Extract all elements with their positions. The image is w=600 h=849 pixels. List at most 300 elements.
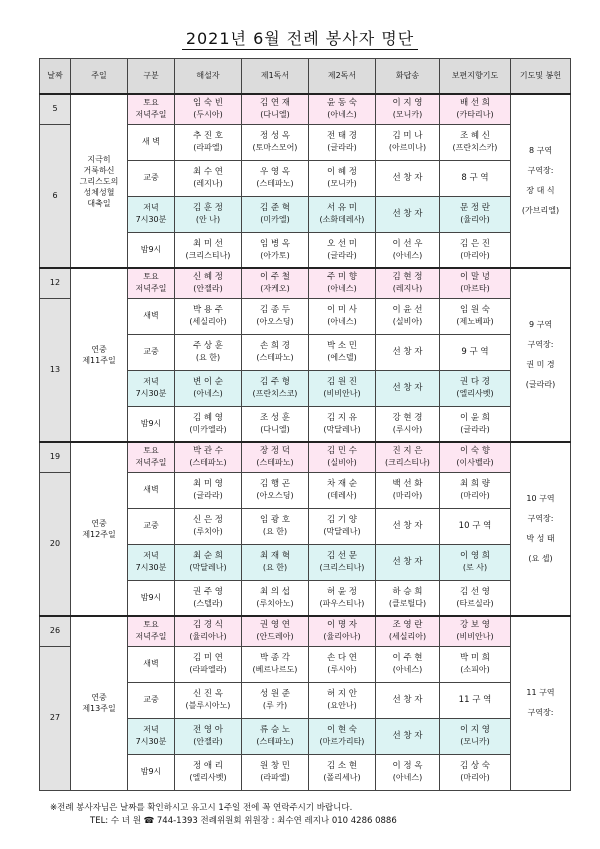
volunteer-baptismal-name: (파우스티나) bbox=[319, 598, 365, 608]
volunteer-cell bbox=[440, 646, 511, 682]
saturday-date: 19 bbox=[40, 442, 71, 472]
volunteer-baptismal-name: (마리아) bbox=[460, 250, 490, 260]
occasion-cell bbox=[71, 442, 128, 616]
volunteer-baptismal-name: (아가토) bbox=[260, 250, 290, 260]
volunteer-cell bbox=[242, 94, 309, 124]
volunteer-name: 권 주 영 bbox=[192, 586, 224, 597]
volunteer-name: 손 희 경 bbox=[259, 341, 291, 351]
slot-label: 밤9시 bbox=[140, 592, 162, 602]
volunteer-name: 박 용 주 bbox=[192, 305, 224, 315]
volunteer-name: 최 순 희 bbox=[192, 551, 224, 561]
volunteer-baptismal-name: (마리아) bbox=[460, 773, 490, 782]
volunteer-cell bbox=[440, 94, 511, 124]
volunteer-cell bbox=[175, 298, 242, 334]
volunteer-name: 주 미 향 bbox=[326, 272, 358, 283]
slot-cell bbox=[128, 442, 175, 472]
slot-label: 7시30분 bbox=[135, 737, 167, 746]
zone-cell bbox=[511, 616, 571, 790]
volunteer-name: 김 현 정 bbox=[392, 272, 423, 283]
volunteer-cell bbox=[175, 124, 242, 160]
zone-line: (가브리엘) bbox=[521, 206, 560, 215]
volunteer-name: 조 영 란 bbox=[392, 620, 423, 631]
volunteer-text: 선 창 자 bbox=[392, 173, 423, 183]
volunteer-baptismal-name: (글라라) bbox=[327, 250, 357, 260]
volunteer-name: 허 윤 정 bbox=[326, 586, 358, 597]
volunteer-baptismal-name: (루 카) bbox=[262, 701, 288, 710]
volunteer-cell bbox=[376, 334, 440, 370]
slot-label: 저녁 bbox=[143, 377, 159, 386]
volunteer-cell bbox=[440, 232, 511, 268]
volunteer-baptismal-name: (안젤라) bbox=[193, 284, 223, 294]
volunteer-cell bbox=[376, 580, 440, 616]
volunteer-baptismal-name: (아네스) bbox=[392, 250, 423, 260]
volunteer-cell bbox=[309, 298, 376, 334]
volunteer-baptismal-name: (루시아) bbox=[327, 665, 357, 674]
volunteer-name: 이 선 우 bbox=[392, 238, 423, 249]
slot-label: 저녁 bbox=[143, 551, 159, 560]
volunteer-cell bbox=[376, 442, 440, 472]
volunteer-baptismal-name: (크리스티나) bbox=[385, 458, 430, 468]
page-title bbox=[0, 26, 600, 49]
volunteer-text: 8 구 역 bbox=[461, 173, 489, 183]
volunteer-baptismal-name: (실비아) bbox=[327, 458, 357, 468]
slot-label: 토요 bbox=[143, 272, 159, 282]
volunteer-cell bbox=[175, 406, 242, 442]
slot-label: 교중 bbox=[143, 695, 159, 704]
volunteer-cell bbox=[242, 544, 309, 580]
slot-cell bbox=[128, 508, 175, 544]
slot-cell bbox=[128, 682, 175, 718]
volunteer-name: 임 병 옥 bbox=[259, 238, 291, 249]
zone-line: (요 셉) bbox=[528, 554, 553, 563]
occasion-line: 성체성혈 bbox=[83, 187, 115, 197]
volunteer-cell bbox=[440, 580, 511, 616]
slot-label: 토요 bbox=[143, 98, 159, 108]
volunteer-cell bbox=[242, 682, 309, 718]
volunteer-baptismal-name: (카타리나) bbox=[456, 110, 494, 120]
slot-cell bbox=[128, 232, 175, 268]
volunteer-cell bbox=[242, 442, 309, 472]
volunteer-baptismal-name: (율리아나) bbox=[189, 632, 227, 642]
volunteer-cell bbox=[242, 754, 309, 790]
volunteer-name: 이 지 영 bbox=[459, 725, 491, 735]
volunteer-baptismal-name: (마리아) bbox=[460, 491, 490, 500]
volunteer-baptismal-name: (율리아) bbox=[460, 215, 490, 224]
volunteer-baptismal-name: (로 사) bbox=[462, 563, 488, 572]
volunteer-name: 신 은 정 bbox=[192, 515, 224, 525]
volunteer-name: 김 준 혁 bbox=[259, 203, 291, 213]
volunteer-baptismal-name: (소화데레사) bbox=[319, 215, 365, 224]
volunteer-cell bbox=[242, 298, 309, 334]
volunteer-baptismal-name: (스테파노) bbox=[189, 458, 227, 468]
saturday-date: 26 bbox=[40, 616, 71, 646]
volunteer-cell bbox=[242, 160, 309, 196]
volunteer-cell bbox=[309, 94, 376, 124]
slot-cell bbox=[128, 268, 175, 298]
volunteer-cell bbox=[376, 298, 440, 334]
volunteer-name: 정 성 옥 bbox=[259, 131, 291, 141]
slot-cell bbox=[128, 580, 175, 616]
volunteer-cell bbox=[309, 508, 376, 544]
volunteer-name: 강 현 경 bbox=[392, 412, 423, 423]
roster-row bbox=[40, 268, 571, 298]
slot-label: 새벽 bbox=[143, 485, 159, 494]
volunteer-cell bbox=[376, 472, 440, 508]
roster-row bbox=[40, 616, 571, 646]
volunteer-name: 최 미 영 bbox=[192, 479, 224, 489]
slot-label: 교중 bbox=[143, 173, 159, 182]
volunteer-cell bbox=[440, 544, 511, 580]
volunteer-cell bbox=[376, 268, 440, 298]
volunteer-cell bbox=[376, 682, 440, 718]
volunteer-cell bbox=[440, 370, 511, 406]
page-title-text: 2021년 6월 전례 봉사자 명단 bbox=[182, 29, 418, 50]
volunteer-cell bbox=[376, 508, 440, 544]
sunday-date: 20 bbox=[40, 472, 71, 616]
volunteer-name: 김 선 영 bbox=[459, 586, 491, 597]
volunteer-name: 하 승 희 bbox=[392, 586, 423, 597]
volunteer-baptismal-name: (모니카) bbox=[392, 110, 423, 120]
volunteer-baptismal-name: (토마스모어) bbox=[252, 143, 298, 152]
volunteer-baptismal-name: (엘리사벳) bbox=[456, 389, 494, 398]
volunteer-baptismal-name: (마르가리타) bbox=[319, 737, 365, 746]
zone-line: 박 성 태 bbox=[526, 534, 555, 543]
slot-label: 새 벽 bbox=[142, 137, 160, 146]
volunteer-cell bbox=[175, 370, 242, 406]
volunteer-baptismal-name: (엘리사벳) bbox=[189, 773, 227, 782]
volunteer-name: 김 경 식 bbox=[192, 620, 224, 631]
roster-table bbox=[39, 58, 571, 791]
volunteer-baptismal-name: (프란치스코) bbox=[252, 389, 298, 398]
volunteer-baptismal-name: (미카엘) bbox=[260, 215, 290, 224]
occasion-line: 제13주일 bbox=[82, 704, 116, 714]
volunteer-cell bbox=[440, 124, 511, 160]
volunteer-baptismal-name: (세실리아) bbox=[189, 317, 227, 326]
roster-body bbox=[40, 94, 571, 790]
volunteer-name: 신 진 옥 bbox=[192, 689, 224, 699]
volunteer-cell bbox=[309, 754, 376, 790]
volunteer-name: 손 다 연 bbox=[326, 653, 358, 663]
volunteer-cell bbox=[309, 544, 376, 580]
volunteer-text: 9 구 역 bbox=[461, 347, 489, 357]
occasion-line: 지극히 bbox=[87, 154, 111, 164]
volunteer-cell bbox=[376, 232, 440, 268]
volunteer-name: 박 관 수 bbox=[192, 446, 224, 457]
volunteer-baptismal-name: (다니엘) bbox=[260, 424, 290, 434]
header-slot: 구분 bbox=[128, 59, 175, 95]
volunteer-baptismal-name: (아네스) bbox=[392, 773, 423, 782]
volunteer-cell bbox=[175, 160, 242, 196]
slot-label: 교중 bbox=[143, 521, 159, 530]
volunteer-cell bbox=[242, 580, 309, 616]
slot-label: 밤9시 bbox=[140, 767, 162, 776]
volunteer-cell bbox=[376, 406, 440, 442]
volunteer-cell bbox=[309, 334, 376, 370]
volunteer-baptismal-name: (안 나) bbox=[195, 215, 221, 224]
zone-line: 구역장: bbox=[527, 340, 554, 349]
slot-cell bbox=[128, 370, 175, 406]
zone-line: 구역장: bbox=[527, 166, 554, 175]
volunteer-baptismal-name: (안젤라) bbox=[193, 737, 223, 746]
volunteer-baptismal-name: (데레사) bbox=[327, 491, 357, 500]
occasion-line: 대축일 bbox=[87, 198, 111, 208]
volunteer-baptismal-name: (루치아노) bbox=[256, 598, 294, 608]
volunteer-cell bbox=[376, 616, 440, 646]
volunteer-cell bbox=[376, 160, 440, 196]
slot-label: 7시30분 bbox=[135, 389, 167, 398]
volunteer-cell bbox=[242, 232, 309, 268]
slot-cell bbox=[128, 298, 175, 334]
volunteer-name: 조 혜 신 bbox=[459, 131, 491, 141]
volunteer-baptismal-name: (베르나르도) bbox=[252, 665, 298, 674]
zone-cell bbox=[511, 442, 571, 616]
volunteer-name: 진 지 은 bbox=[392, 446, 423, 457]
volunteer-name: 강 보 영 bbox=[459, 620, 491, 631]
volunteer-name: 변 이 순 bbox=[192, 377, 224, 387]
volunteer-name: 장 정 덕 bbox=[259, 446, 291, 457]
volunteer-name: 김 미 연 bbox=[192, 653, 224, 663]
volunteer-name: 원 창 민 bbox=[259, 761, 291, 771]
zone-cell bbox=[511, 94, 571, 268]
volunteer-cell bbox=[242, 124, 309, 160]
slot-cell bbox=[128, 754, 175, 790]
volunteer-baptismal-name: (크리스티나) bbox=[319, 563, 365, 572]
volunteer-cell bbox=[175, 544, 242, 580]
volunteer-baptismal-name: (스테파노) bbox=[256, 353, 294, 362]
volunteer-baptismal-name: (라파엘) bbox=[260, 773, 290, 782]
occasion-line: 그리스도의 bbox=[79, 176, 119, 186]
zone-line: 구역장: bbox=[527, 514, 554, 523]
occasion-line: 거룩하신 bbox=[83, 165, 115, 175]
volunteer-name: 김 훈 정 bbox=[192, 203, 224, 213]
volunteer-name: 최 미 선 bbox=[192, 238, 224, 249]
slot-cell bbox=[128, 94, 175, 124]
volunteer-name: 차 재 순 bbox=[326, 479, 358, 489]
volunteer-name: 김 민 수 bbox=[326, 446, 358, 457]
volunteer-baptismal-name: (스테파노) bbox=[256, 737, 294, 746]
sunday-date: 27 bbox=[40, 646, 71, 790]
volunteer-baptismal-name: (세실리아) bbox=[388, 632, 427, 642]
zone-cell bbox=[511, 268, 571, 442]
zone-line: 10 구역 bbox=[526, 494, 555, 503]
slot-cell bbox=[128, 544, 175, 580]
header-offertory: 기도및 봉헌 bbox=[511, 59, 571, 95]
volunteer-name: 임 숙 빈 bbox=[192, 98, 224, 109]
volunteer-name: 김 상 숙 bbox=[459, 761, 491, 771]
volunteer-cell bbox=[175, 442, 242, 472]
occasion-line: 제12주일 bbox=[82, 530, 116, 539]
slot-cell bbox=[128, 616, 175, 646]
header-second-reading: 제2독서 bbox=[309, 59, 376, 95]
volunteer-baptismal-name: (루치아) bbox=[193, 527, 223, 536]
volunteer-baptismal-name: (라파엘) bbox=[193, 143, 223, 152]
volunteer-baptismal-name: (스테파노) bbox=[256, 179, 294, 188]
zone-line: 11 구역 bbox=[526, 688, 555, 698]
slot-cell bbox=[128, 196, 175, 232]
notice-text: ※전례 봉사자님은 날짜를 확인하시고 유고시 1주일 전에 꼭 연락주시기 바랍니다. bbox=[50, 803, 353, 813]
volunteer-cell bbox=[175, 232, 242, 268]
volunteer-cell bbox=[242, 334, 309, 370]
volunteer-name: 허 지 안 bbox=[326, 689, 358, 699]
volunteer-name: 김 주 형 bbox=[259, 377, 291, 387]
slot-cell bbox=[128, 718, 175, 754]
occasion-line: 연중 bbox=[91, 345, 107, 354]
volunteer-name: 오 선 미 bbox=[326, 238, 358, 249]
occasion-line: 연중 bbox=[91, 693, 107, 703]
volunteer-name: 전 태 경 bbox=[326, 131, 358, 141]
volunteer-baptismal-name: (마리아) bbox=[392, 491, 423, 500]
volunteer-cell bbox=[309, 646, 376, 682]
volunteer-cell bbox=[175, 94, 242, 124]
volunteer-baptismal-name: (글라라) bbox=[193, 491, 223, 500]
volunteer-name: 문 정 란 bbox=[459, 203, 491, 213]
volunteer-text: 선 창 자 bbox=[392, 383, 423, 393]
volunteer-cell bbox=[175, 268, 242, 298]
volunteer-baptismal-name: (제노베파) bbox=[456, 317, 494, 326]
occasion-cell bbox=[71, 268, 128, 442]
slot-cell bbox=[128, 160, 175, 196]
occasion-line: 제11주일 bbox=[82, 356, 116, 365]
slot-cell bbox=[128, 646, 175, 682]
volunteer-name: 김 은 진 bbox=[459, 238, 491, 249]
volunteer-name: 최 수 연 bbox=[192, 167, 224, 177]
volunteer-text: 선 창 자 bbox=[392, 521, 423, 531]
volunteer-cell bbox=[309, 406, 376, 442]
volunteer-cell bbox=[376, 754, 440, 790]
volunteer-baptismal-name: (비비안나) bbox=[323, 389, 361, 398]
volunteer-cell bbox=[309, 682, 376, 718]
volunteer-name: 최 의 섭 bbox=[259, 586, 291, 597]
occasion-cell bbox=[71, 616, 128, 790]
volunteer-baptismal-name: (실비아) bbox=[392, 317, 423, 326]
header-sunday: 주일 bbox=[71, 59, 128, 95]
volunteer-cell bbox=[175, 754, 242, 790]
volunteer-baptismal-name: (루시아) bbox=[392, 424, 423, 434]
volunteer-cell bbox=[376, 646, 440, 682]
volunteer-cell bbox=[440, 754, 511, 790]
volunteer-baptismal-name: (타르실라) bbox=[456, 598, 494, 608]
volunteer-cell bbox=[309, 370, 376, 406]
volunteer-name: 성 원 준 bbox=[259, 689, 291, 699]
volunteer-baptismal-name: (스테파노) bbox=[256, 458, 294, 468]
volunteer-cell bbox=[242, 718, 309, 754]
volunteer-cell bbox=[440, 682, 511, 718]
volunteer-baptismal-name: (블루시아노) bbox=[185, 701, 231, 710]
volunteer-cell bbox=[376, 124, 440, 160]
volunteer-baptismal-name: (아네스) bbox=[327, 317, 357, 326]
slot-label: 저녁주일 bbox=[135, 110, 167, 120]
volunteer-baptismal-name: (막달레나) bbox=[189, 563, 227, 572]
volunteer-name: 김 혜 영 bbox=[192, 412, 224, 423]
volunteer-name: 서 유 미 bbox=[326, 203, 358, 213]
slot-label: 토요 bbox=[143, 620, 159, 630]
volunteer-text: 선 창 자 bbox=[392, 695, 423, 705]
volunteer-baptismal-name: (요안나) bbox=[327, 701, 357, 710]
volunteer-cell bbox=[440, 160, 511, 196]
volunteer-name: 주 상 훈 bbox=[192, 341, 224, 351]
slot-cell bbox=[128, 472, 175, 508]
header-date: 날짜 bbox=[40, 59, 71, 95]
volunteer-cell bbox=[242, 406, 309, 442]
volunteer-name: 조 성 훈 bbox=[259, 412, 291, 423]
volunteer-baptismal-name: (클로틸다) bbox=[388, 598, 427, 608]
volunteer-baptismal-name: (다니엘) bbox=[260, 110, 290, 120]
volunteer-cell bbox=[440, 268, 511, 298]
volunteer-name: 백 선 화 bbox=[392, 479, 423, 489]
volunteer-name: 박 미 희 bbox=[459, 653, 491, 663]
volunteer-baptismal-name: (아네스) bbox=[392, 665, 423, 674]
slot-cell bbox=[128, 334, 175, 370]
volunteer-name: 이 혜 정 bbox=[326, 167, 358, 177]
volunteer-cell bbox=[242, 508, 309, 544]
volunteer-baptismal-name: (소피아) bbox=[460, 665, 490, 674]
volunteer-name: 이 숙 향 bbox=[459, 446, 491, 457]
volunteer-baptismal-name: (요 한) bbox=[195, 353, 221, 362]
volunteer-text: 11 구 역 bbox=[458, 695, 492, 705]
volunteer-cell bbox=[440, 406, 511, 442]
volunteer-name: 최 재 혁 bbox=[259, 551, 291, 561]
volunteer-baptismal-name: (비비안나) bbox=[456, 632, 494, 642]
volunteer-baptismal-name: (폴리세나) bbox=[323, 773, 361, 782]
volunteer-baptismal-name: (모니카) bbox=[460, 737, 490, 746]
volunteer-name: 정 애 리 bbox=[192, 761, 224, 771]
volunteer-text: 10 구 역 bbox=[458, 521, 492, 531]
volunteer-name: 김 종 두 bbox=[259, 305, 291, 315]
volunteer-cell bbox=[376, 718, 440, 754]
volunteer-baptismal-name: (자케오) bbox=[260, 284, 290, 294]
volunteer-baptismal-name: (미카엘라) bbox=[189, 424, 227, 434]
volunteer-name: 임 광 호 bbox=[259, 515, 291, 525]
volunteer-name: 이 현 숙 bbox=[326, 725, 358, 735]
volunteer-text: 선 창 자 bbox=[392, 209, 423, 219]
volunteer-cell bbox=[175, 580, 242, 616]
volunteer-name: 최 희 량 bbox=[459, 479, 491, 489]
volunteer-baptismal-name: (안드레아) bbox=[256, 632, 294, 642]
volunteer-name: 김 행 곤 bbox=[259, 479, 291, 489]
volunteer-name: 박 소 민 bbox=[326, 341, 358, 351]
volunteer-cell bbox=[175, 718, 242, 754]
slot-label: 새벽 bbox=[143, 311, 159, 320]
volunteer-baptismal-name: (모니카) bbox=[327, 179, 357, 188]
zone-line: 구역장: bbox=[527, 708, 554, 718]
volunteer-baptismal-name: (두시아) bbox=[193, 110, 223, 120]
header-row bbox=[40, 59, 571, 95]
volunteer-name: 이 명 자 bbox=[326, 620, 358, 631]
volunteer-name: 이 미 사 bbox=[326, 305, 358, 315]
volunteer-baptismal-name: (라파엘라) bbox=[189, 665, 227, 674]
slot-label: 교중 bbox=[143, 347, 159, 356]
volunteer-cell bbox=[242, 370, 309, 406]
volunteer-baptismal-name: (요 한) bbox=[262, 527, 288, 536]
volunteer-baptismal-name: (이사벨라) bbox=[456, 458, 494, 468]
volunteer-name: 권 영 연 bbox=[259, 620, 291, 631]
volunteer-name: 이 윤 희 bbox=[459, 412, 491, 423]
volunteer-cell bbox=[376, 544, 440, 580]
volunteer-name: 이 정 옥 bbox=[392, 761, 423, 771]
volunteer-name: 이 말 녕 bbox=[459, 272, 491, 283]
roster-row bbox=[40, 442, 571, 472]
volunteer-name: 추 진 호 bbox=[192, 131, 224, 141]
zone-line: (글라라) bbox=[525, 380, 556, 389]
volunteer-baptismal-name: (아오스딩) bbox=[256, 491, 294, 500]
volunteer-cell bbox=[242, 646, 309, 682]
volunteer-name: 김 선 문 bbox=[326, 551, 358, 561]
volunteer-cell bbox=[309, 232, 376, 268]
volunteer-cell bbox=[440, 442, 511, 472]
volunteer-cell bbox=[309, 442, 376, 472]
volunteer-cell bbox=[309, 580, 376, 616]
volunteer-name: 박 종 각 bbox=[259, 653, 291, 663]
